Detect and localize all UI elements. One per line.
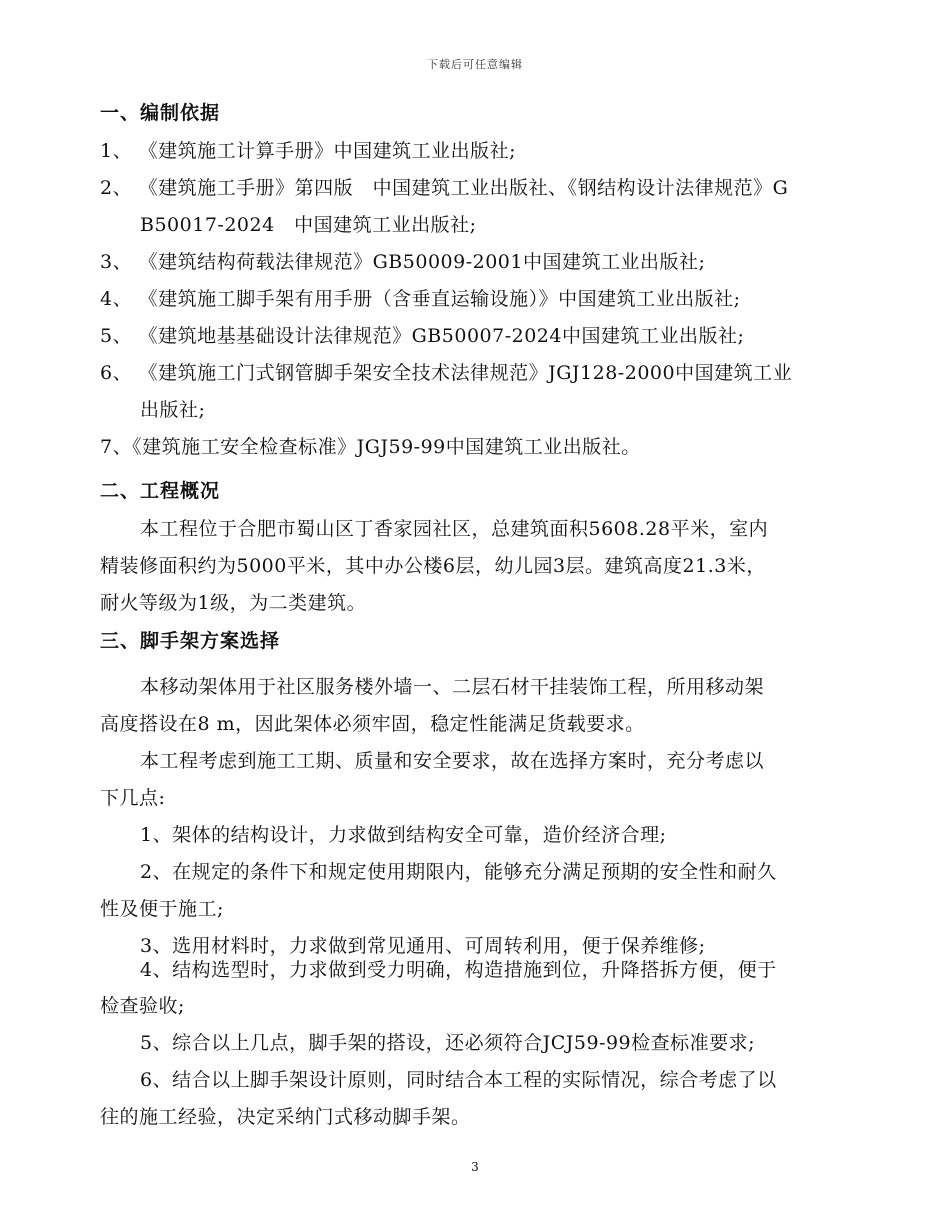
reference-line: 7、《建筑施工安全检查标准》JGJ59-99中国建筑工业出版社。: [100, 436, 641, 458]
paragraph-line: 本工程考虑到施工工期、质量和安全要求，故在选择方案时，充分考虑以: [140, 750, 765, 772]
paragraph-line: 精装修面积约为5000平米，其中办公楼6层，幼儿园3层。建筑高度21.3米，: [100, 555, 766, 577]
list-item: 6、结合以上脚手架设计原则，同时结合本工程的实际情况，综合考虑了以: [140, 1069, 777, 1091]
reference-line: 2、 《建筑施工手册》第四版 中国建筑工业出版社、《钢结构设计法律规范》G: [100, 177, 789, 199]
reference-line: 4、 《建筑施工脚手架有用手册（含垂直运输设施）》中国建筑工业出版社;: [100, 288, 741, 310]
reference-line: 1、 《建筑施工计算手册》中国建筑工业出版社;: [100, 140, 517, 162]
list-item: 3、选用材料时，力求做到常见通用、可周转利用，便于保养维修;: [140, 935, 706, 957]
reference-line: 5、 《建筑地基基础设计法律规范》GB50007-2024中国建筑工业出版社;: [100, 325, 745, 347]
list-item: 4、结构选型时，力求做到受力明确，构造措施到位，升降搭拆方便，便于: [140, 959, 777, 981]
paragraph-line: 本移动架体用于社区服务楼外墙一、二层石材干挂装饰工程，所用移动架: [140, 676, 765, 698]
reference-line-continuation: B50017-2024 中国建筑工业出版社;: [140, 214, 477, 236]
reference-line: 6、 《建筑施工门式钢管脚手架安全技术法律规范》JGJ128-2000中国建筑工业: [100, 362, 793, 384]
section-heading-scaffold-plan: 三、脚手架方案选择: [100, 630, 281, 652]
paragraph-line: 高度搭设在8 m，因此架体必须牢固，稳定性能满足货载要求。: [100, 713, 645, 735]
paragraph-line: 本工程位于合肥市蜀山区丁香家园社区，总建筑面积5608.28平米，室内: [140, 518, 769, 540]
paragraph-line: 下几点:: [100, 787, 166, 809]
list-item: 1、架体的结构设计，力求做到结构安全可靠，造价经济合理;: [140, 824, 667, 846]
list-item: 5、综合以上几点，脚手架的搭设，还必须符合JCJ59-99检查标准要求;: [140, 1032, 756, 1054]
list-item: 2、在规定的条件下和规定使用期限内，能够充分满足预期的安全性和耐久: [140, 861, 777, 883]
list-item-continuation: 性及便于施工;: [100, 898, 224, 920]
reference-line: 3、 《建筑结构荷载法律规范》GB50009-2001中国建筑工业出版社;: [100, 251, 706, 273]
section-heading-overview: 二、工程概况: [100, 480, 221, 502]
header-note: 下载后可任意编辑: [427, 58, 523, 71]
section-heading-basis: 一、编制依据: [100, 102, 221, 124]
paragraph-line: 耐火等级为1级，为二类建筑。: [100, 592, 367, 614]
reference-line-continuation: 出版社;: [140, 399, 206, 421]
list-item-continuation: 往的施工经验，决定采纳门式移动脚手架。: [100, 1106, 471, 1128]
list-item-continuation: 检查验收;: [100, 995, 185, 1017]
page-number: 3: [471, 1160, 479, 1174]
